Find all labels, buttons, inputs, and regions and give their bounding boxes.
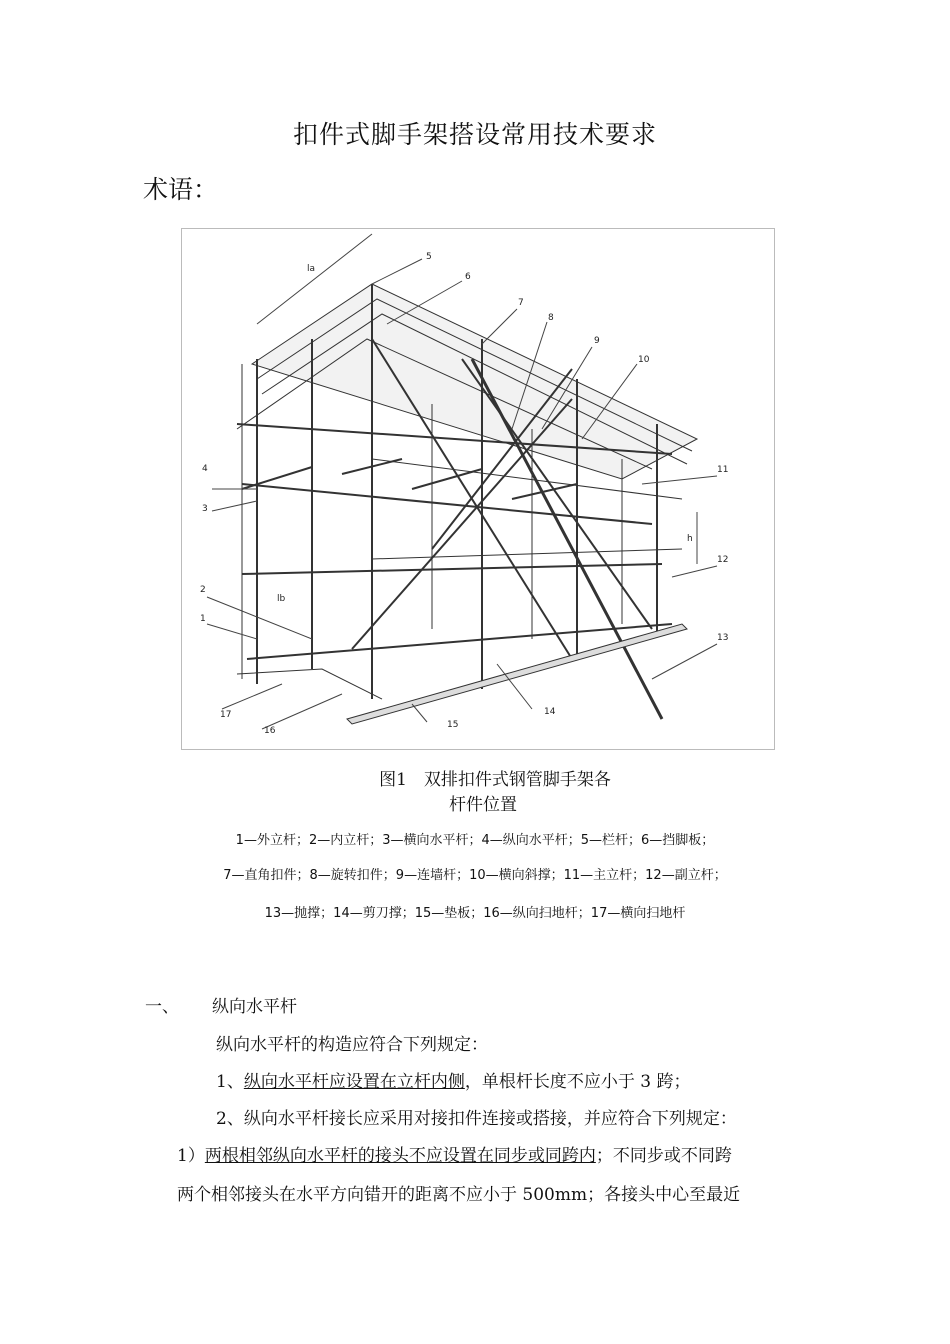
scaffold-drawing	[182, 229, 774, 749]
sub-rule-1-continued: 两个相邻接头在水平方向错开的距离不应小于 500mm；各接头中心至最近	[177, 1185, 741, 1205]
terms-heading: 术语：	[143, 175, 219, 204]
label-1: 1	[200, 614, 206, 624]
figure-legend-line3: 13—抛撑；14—剪刀撑；15—垫板；16—纵向扫地杆；17—横向扫地杆	[264, 906, 686, 921]
section-title: 纵向水平杆	[212, 997, 297, 1017]
dim-h: h	[687, 534, 693, 544]
dim-la: la	[307, 264, 316, 274]
sub-rule-1	[177, 1141, 732, 1166]
label-4: 4	[202, 464, 208, 474]
label-6: 6	[465, 272, 471, 282]
label-12: 12	[717, 555, 729, 565]
label-5: 5	[426, 252, 432, 262]
figure-caption-line2: 杆件位置	[449, 795, 517, 815]
figure-legend-line2: 7—直角扣件；8—旋转扣件；9—连墙杆；10—横向斜撑；11—主立杆；12—副立杆；	[223, 868, 727, 883]
label-10: 10	[638, 355, 650, 365]
rule-item-1-underlined: 纵向水平杆应设置在立杆内侧	[243, 1072, 465, 1092]
label-2: 2	[200, 585, 206, 595]
sub-rule-1-number: 1）	[177, 1146, 205, 1166]
label-3: 3	[202, 504, 208, 514]
label-17: 17	[220, 710, 232, 720]
label-16: 16	[264, 726, 276, 736]
label-8: 8	[548, 313, 554, 323]
label-11: 11	[717, 465, 729, 475]
sub-rule-1-rest: ；不同步或不同跨	[595, 1146, 732, 1166]
label-7: 7	[518, 298, 524, 308]
rule-item-2: 2、纵向水平杆接长应采用对接扣件连接或搭接，并应符合下列规定：	[216, 1109, 737, 1129]
rule-item-1-rest: ，单根杆长度不应小于 3 跨；	[464, 1072, 691, 1092]
sub-rule-1-underlined: 两根相邻纵向水平杆的接头不应设置在同步或同跨内	[204, 1146, 596, 1166]
page-title: 扣件式脚手架搭设常用技术要求	[292, 120, 657, 149]
section-intro: 纵向水平杆的构造应符合下列规定：	[216, 1035, 488, 1055]
label-9: 9	[594, 336, 600, 346]
section-number: 一、	[145, 997, 179, 1017]
dim-lb: lb	[277, 594, 286, 604]
figure-caption: 图1 双排扣件式钢管脚手架各	[379, 770, 611, 790]
rule-item-1	[216, 1067, 690, 1092]
rule-item-1-number: 1、	[216, 1072, 244, 1092]
scaffold-figure	[181, 228, 775, 750]
label-13: 13	[717, 633, 729, 643]
figure-legend-line1: 1—外立杆；2—内立杆；3—横向水平杆；4—纵向水平杆；5—栏杆；6—挡脚板；	[235, 833, 715, 848]
label-15: 15	[447, 720, 459, 730]
label-14: 14	[544, 707, 556, 717]
